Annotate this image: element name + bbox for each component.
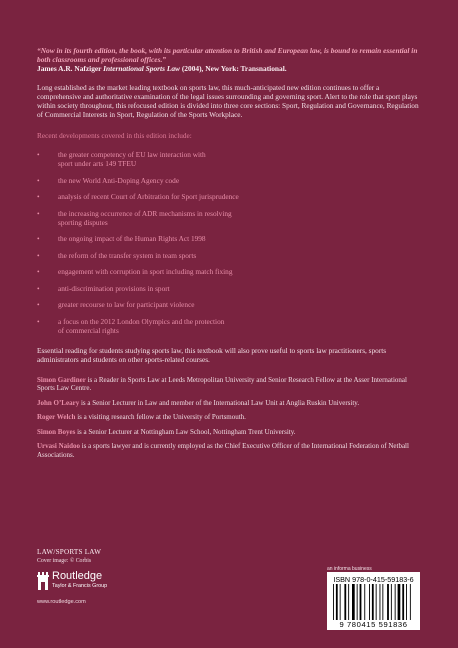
bullet-icon: • xyxy=(37,208,40,218)
author-description: is a visiting research fellow at the University of Portsmouth. xyxy=(75,413,246,422)
barcode-icon xyxy=(333,584,414,620)
development-item xyxy=(37,192,423,201)
publisher-logo xyxy=(37,570,147,600)
recent-developments-heading: Recent developments covered in this edition include: xyxy=(37,131,192,140)
development-item xyxy=(37,150,423,168)
development-item xyxy=(37,267,423,276)
review-source-work: International Sports Law xyxy=(103,64,180,73)
barcode-bar xyxy=(357,584,358,620)
author-name: Urvasi Naidoo xyxy=(37,442,80,451)
barcode-bar xyxy=(387,584,389,620)
bullet-icon: • xyxy=(37,150,40,159)
development-item xyxy=(37,209,423,227)
subject-category: LAW/SPORTS LAW xyxy=(37,548,102,556)
barcode-bar xyxy=(364,584,365,620)
intro-paragraph: Long established as the market leading textbook on sports law, this much-anticipated new edition continues to offer a comprehensive and authoritative examination of the legal issues surrounding and governing sport. Alert to the role that sport plays within society throughout, this refocused edition is divided into three core sections: Sport, Regulation and Governance, Regulation of Commercial Interests in Sport, Regulation of the Sports Workplace. xyxy=(37,83,419,119)
development-line: the increasing occurrence of ADR mechanisms in resolving xyxy=(58,208,232,218)
development-line: the new World Anti-Doping Agency code xyxy=(58,175,180,185)
development-line: anti-discrimination provisions in sport xyxy=(58,283,170,293)
barcode-bar xyxy=(352,584,355,620)
barcode-bar xyxy=(402,584,404,620)
development-line: of commercial rights xyxy=(58,325,119,335)
bullet-icon: • xyxy=(37,300,40,309)
bullet-icon: • xyxy=(37,283,40,293)
barcode-bar xyxy=(348,584,349,620)
barcode-bar xyxy=(372,584,374,620)
author-name: John O’Leary xyxy=(37,398,80,407)
development-line: sport under arts 149 TFEU xyxy=(58,159,137,168)
development-line: sporting disputes xyxy=(58,217,108,227)
development-line: a focus on the 2012 London Olympics and the protection xyxy=(58,316,225,326)
barcode-bar xyxy=(406,584,407,620)
author-name: Roger Welch xyxy=(37,413,76,422)
routledge-tower-icon xyxy=(37,572,49,590)
author-bio xyxy=(37,376,423,393)
author-description: is a Reader in Sports Law at Leeds Metropolitan University and Senior Research Fellow at the Asser International Sports Law Centre. xyxy=(37,375,407,393)
author-description: is a Senior Lecturer in Law and member of the International Law Unit at Anglia Ruskin University. xyxy=(79,398,360,407)
bullet-icon: • xyxy=(37,234,40,243)
barcode-bar xyxy=(380,584,381,620)
author-bio xyxy=(37,399,423,408)
barcode-bar xyxy=(391,584,392,620)
barcode-bar xyxy=(333,584,334,620)
barcode-bar xyxy=(382,584,383,620)
development-item xyxy=(37,284,423,293)
publisher-name: Routledge xyxy=(52,570,103,582)
development-line: the greater competency of EU law interaction with xyxy=(58,150,206,159)
author-bio xyxy=(37,428,423,437)
bullet-icon: • xyxy=(37,250,40,260)
review-source-rest: (2004), New York: Transnational. xyxy=(181,64,287,73)
closing-paragraph: Essential reading for students studying sports law, this textbook will also prove useful to sports law practitioners, sports administrators and students on other sports-related courses. xyxy=(37,345,387,364)
informa-tagline: an informa business xyxy=(327,566,372,572)
bullet-icon: • xyxy=(37,267,40,276)
barcode-bar xyxy=(376,584,377,620)
author-bios xyxy=(37,376,423,460)
author-description: is a sports lawyer and is currently employed as the Chief Executive Officer of the International Federation of Netball Associations. xyxy=(37,442,409,460)
author-name: Simon Boyes xyxy=(37,427,76,436)
development-item xyxy=(37,234,423,243)
review-source-name: James A.R. Nafziger xyxy=(37,64,102,73)
development-item xyxy=(37,176,423,185)
bullet-icon: • xyxy=(37,175,40,185)
author-bio xyxy=(37,442,423,459)
development-line: the reform of the transfer system in team sports xyxy=(58,250,197,260)
barcode-bar xyxy=(336,584,338,620)
barcode-bar xyxy=(344,584,346,620)
development-item xyxy=(37,300,423,309)
cover-credit: Cover image: © Corbis xyxy=(37,558,92,564)
barcode-bar xyxy=(369,584,370,620)
development-line: analysis of recent Court of Arbitration for Sport jurisprudence xyxy=(58,192,239,201)
bullet-icon: • xyxy=(37,316,40,326)
barcode-bar xyxy=(410,584,411,620)
development-line: the ongoing impact of the Human Rights Act 1998 xyxy=(58,234,206,243)
bullet-icon: • xyxy=(37,192,40,201)
developments-list xyxy=(37,150,423,335)
review-source xyxy=(37,64,423,73)
publisher-group: Taylor & Francis Group xyxy=(52,583,108,589)
development-item xyxy=(37,317,423,335)
isbn-text: ISBN 978-0-415-59183-6 xyxy=(333,575,414,584)
back-cover-text xyxy=(37,46,423,466)
barcode-number: 9 780415 591836 xyxy=(339,620,408,629)
author-description: is a Senior Lecturer at Nottingham Law School, Nottingham Trent University. xyxy=(75,427,296,436)
publisher-website: www.routledge.com xyxy=(37,599,86,605)
barcode-bar xyxy=(398,584,401,620)
barcode-bar xyxy=(340,584,341,620)
barcode-bar xyxy=(395,584,396,620)
isbn-barcode xyxy=(327,572,420,630)
author-name: Simon Gardiner xyxy=(37,375,86,384)
development-item xyxy=(37,251,423,260)
development-line: engagement with corruption in sport including match fixing xyxy=(58,267,233,276)
author-bio xyxy=(37,413,423,422)
barcode-bar xyxy=(360,584,362,620)
review-quote: “Now in its fourth edition, the book, with its particular attention to British and European law, is bound to remain essential in both classrooms and professional offices.” xyxy=(37,46,418,64)
development-line: greater recourse to law for participant violence xyxy=(58,300,195,309)
